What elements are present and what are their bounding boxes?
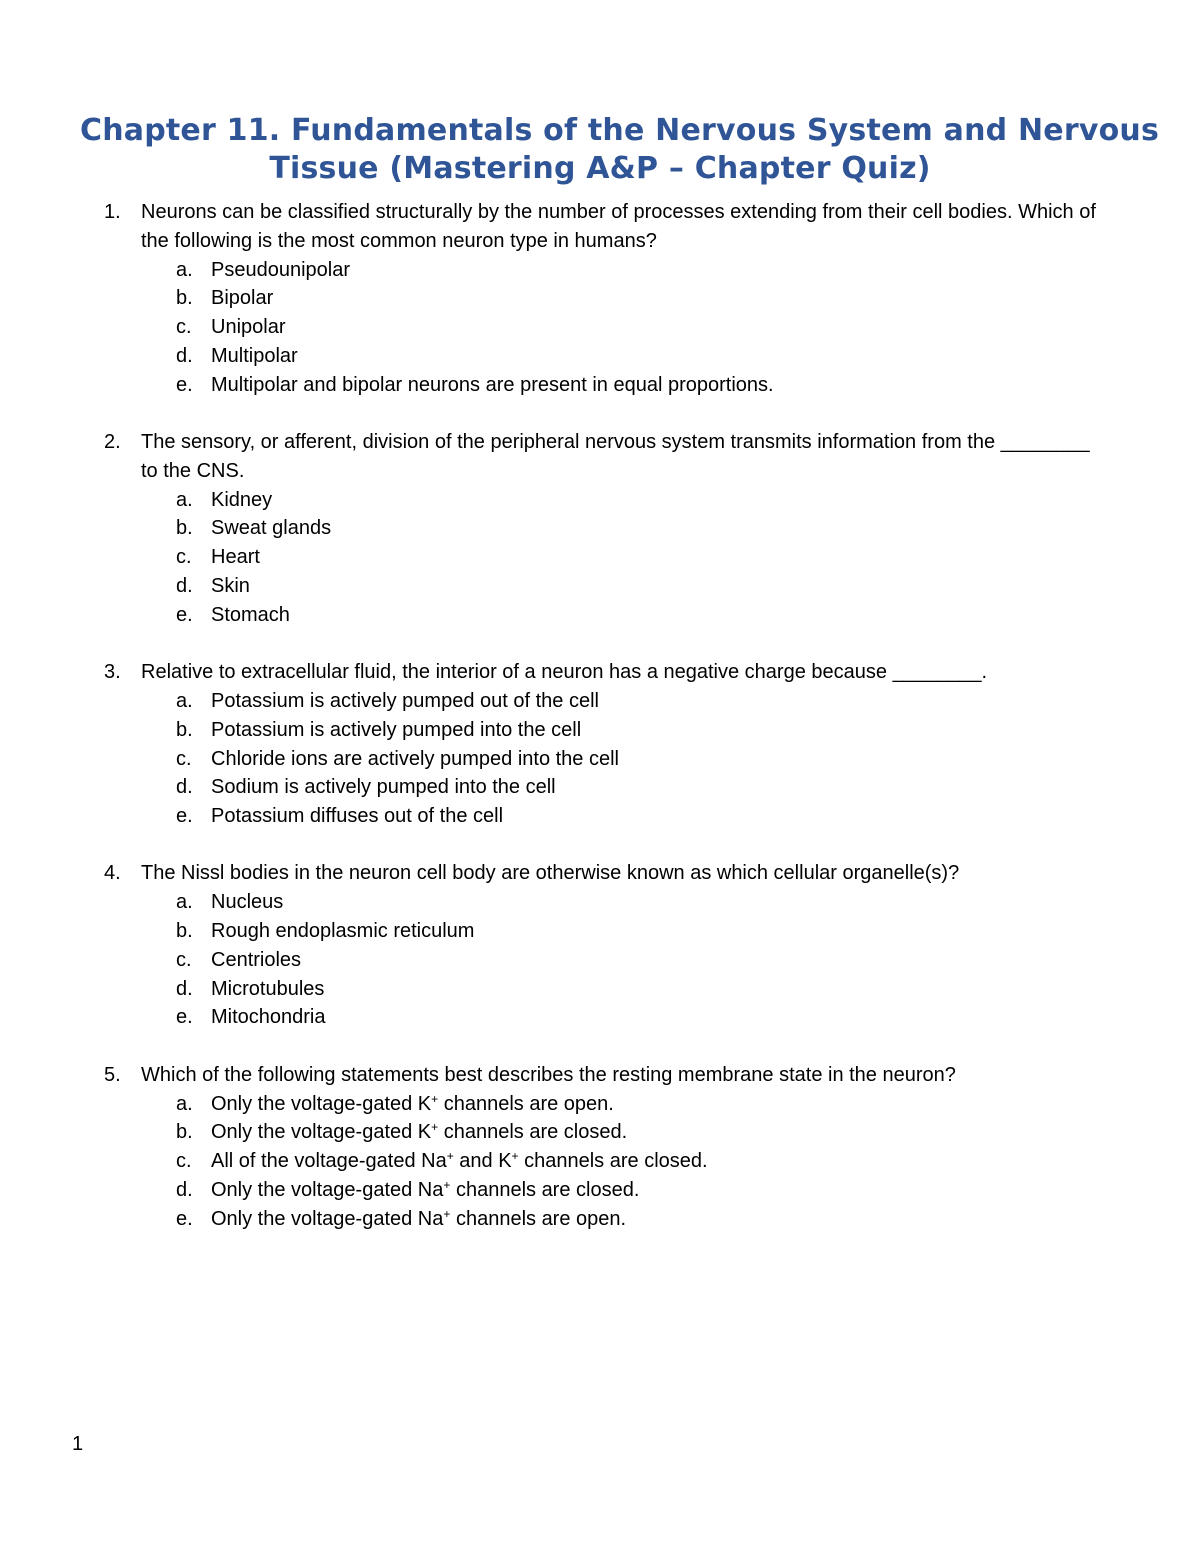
question-number: 5.	[104, 1063, 121, 1086]
answer-option	[141, 1176, 1104, 1205]
quiz-question	[104, 658, 1104, 831]
answer-option	[141, 917, 1104, 946]
text-run: Microtubules	[211, 977, 325, 1000]
option-text	[211, 1150, 708, 1172]
page-number: 1	[72, 1433, 84, 1455]
answer-option	[141, 572, 1104, 601]
answer-option	[141, 371, 1104, 400]
answer-option	[141, 1205, 1104, 1234]
text-run: channels are open.	[438, 1092, 614, 1115]
text-run: Pseudounipolar	[211, 258, 350, 281]
question-stem	[141, 428, 1104, 486]
superscript-charge: +	[443, 1177, 451, 1192]
option-letter: b.	[176, 1121, 193, 1144]
question-stem	[141, 198, 1104, 256]
option-letter: a.	[176, 689, 193, 712]
answer-option-list	[141, 1090, 1104, 1234]
question-number: 1.	[104, 201, 121, 223]
option-letter: d.	[176, 344, 193, 367]
text-run: channels are closed.	[438, 1121, 628, 1144]
option-letter: d.	[176, 977, 193, 1000]
text-run: Only the voltage-gated Na	[211, 1207, 444, 1230]
answer-option	[141, 888, 1104, 917]
option-letter: e.	[176, 805, 193, 828]
superscript-charge: +	[443, 1206, 451, 1221]
answer-option-list	[141, 486, 1104, 630]
page-title	[80, 112, 1160, 188]
page-title-line-2: Tissue (Mastering A&P – Chapter Quiz)	[269, 151, 931, 187]
answer-option	[141, 313, 1104, 342]
option-text	[211, 776, 556, 798]
option-text	[211, 345, 298, 367]
option-text	[211, 517, 331, 539]
quiz-question-list	[104, 198, 1104, 1262]
option-letter: b.	[176, 718, 193, 741]
option-text	[211, 546, 260, 568]
text-run: All of the voltage-gated Na	[211, 1150, 447, 1173]
superscript-charge: +	[511, 1149, 519, 1164]
text-run: channels are closed.	[450, 1178, 640, 1201]
option-text	[211, 719, 581, 741]
option-text	[211, 604, 290, 626]
option-letter: b.	[176, 517, 193, 540]
text-run: Multipolar and bipolar neurons are present in equal proportions.	[211, 373, 774, 396]
answer-option	[141, 543, 1104, 572]
quiz-question	[104, 198, 1104, 400]
text-run: Only the voltage-gated Na	[211, 1178, 444, 1201]
answer-option	[141, 601, 1104, 630]
answer-option	[141, 687, 1104, 716]
text-run: Relative to extracellular fluid, the interior of a neuron has a negative charge because ________.	[141, 661, 988, 684]
option-text	[211, 805, 503, 827]
option-letter: a.	[176, 488, 193, 511]
option-letter: d.	[176, 776, 193, 799]
text-run: channels are open.	[450, 1207, 627, 1230]
page-title-line-1: Chapter 11. Fundamentals of the Nervous System and Nervous	[80, 113, 1160, 149]
question-number: 4.	[104, 862, 121, 885]
option-letter: e.	[176, 373, 193, 396]
option-letter: c.	[176, 316, 192, 339]
option-text	[211, 748, 619, 770]
question-number: 3.	[104, 661, 121, 684]
quiz-question	[104, 859, 1104, 1032]
text-run: Potassium is actively pumped into the cell	[211, 718, 582, 741]
superscript-charge: +	[446, 1149, 454, 1164]
option-text	[211, 1121, 627, 1143]
text-run: The Nissl bodies in the neuron cell body are otherwise known as which cellular organelle(s)?	[141, 862, 960, 885]
option-letter: c.	[176, 948, 192, 971]
option-text	[211, 891, 283, 913]
answer-option	[141, 975, 1104, 1004]
option-text	[211, 1093, 614, 1115]
text-run: Sodium is actively pumped into the cell	[211, 776, 556, 799]
option-letter: d.	[176, 575, 193, 598]
text-run: Sweat glands	[211, 517, 332, 540]
quiz-question	[104, 428, 1104, 630]
answer-option	[141, 1003, 1104, 1032]
option-letter: e.	[176, 1006, 193, 1029]
superscript-charge: +	[431, 1091, 439, 1106]
option-letter: a.	[176, 1092, 193, 1115]
option-text	[211, 374, 774, 396]
answer-option	[141, 946, 1104, 975]
text-run: Only the voltage-gated K	[211, 1092, 432, 1115]
text-run: Unipolar	[211, 316, 286, 339]
quiz-question	[104, 1061, 1104, 1234]
question-number: 2.	[104, 431, 121, 454]
answer-option	[141, 514, 1104, 543]
option-text	[211, 949, 301, 971]
text-run: Potassium diffuses out of the cell	[211, 805, 504, 828]
answer-option	[141, 716, 1104, 745]
text-run: Chloride ions are actively pumped into the cell	[211, 747, 619, 770]
option-text	[211, 259, 350, 281]
answer-option	[141, 256, 1104, 285]
option-text	[211, 575, 250, 597]
option-text	[211, 1208, 626, 1230]
option-letter: e.	[176, 603, 193, 626]
question-stem	[141, 859, 1104, 888]
option-text	[211, 978, 324, 1000]
text-run: channels are closed.	[518, 1150, 708, 1173]
option-text	[211, 1179, 639, 1201]
answer-option	[141, 1147, 1104, 1176]
answer-option	[141, 745, 1104, 774]
option-letter: c.	[176, 747, 192, 770]
answer-option-list	[141, 888, 1104, 1032]
option-text	[211, 690, 599, 712]
text-run: The sensory, or afferent, division of the peripheral nervous system transmits information from the ________ to the CNS.	[141, 431, 1090, 482]
option-text	[211, 489, 272, 511]
text-run: Centrioles	[211, 948, 302, 971]
option-text	[211, 920, 474, 942]
option-letter: e.	[176, 1207, 193, 1230]
text-run: Stomach	[211, 603, 290, 626]
text-run: Skin	[211, 575, 250, 598]
text-run: Nucleus	[211, 891, 284, 914]
text-run: Neurons can be classified structurally by the number of processes extending from their cell bodies. Which of the following is the most common neuron type in humans?	[141, 201, 1096, 252]
superscript-charge: +	[431, 1120, 439, 1135]
option-text	[211, 316, 285, 338]
answer-option	[141, 486, 1104, 515]
answer-option	[141, 342, 1104, 371]
text-run: Multipolar	[211, 344, 298, 367]
text-run: Bipolar	[211, 287, 274, 310]
option-text	[211, 1006, 326, 1028]
text-run: Mitochondria	[211, 1006, 326, 1029]
answer-option	[141, 802, 1104, 831]
option-letter: b.	[176, 287, 193, 310]
text-run: Potassium is actively pumped out of the cell	[211, 689, 599, 712]
option-letter: c.	[176, 546, 192, 569]
text-run: Which of the following statements best describes the resting membrane state in the neuron?	[141, 1063, 956, 1086]
option-text	[211, 287, 273, 309]
text-run: Heart	[211, 546, 260, 569]
text-run: and K	[453, 1150, 512, 1173]
question-stem	[141, 1061, 1104, 1090]
text-run: Kidney	[211, 488, 273, 511]
text-run: Rough endoplasmic reticulum	[211, 920, 475, 943]
option-letter: d.	[176, 1178, 193, 1201]
answer-option-list	[141, 687, 1104, 831]
answer-option	[141, 284, 1104, 313]
option-letter: b.	[176, 920, 193, 943]
question-stem	[141, 658, 1104, 687]
answer-option	[141, 1118, 1104, 1147]
option-letter: a.	[176, 891, 193, 914]
option-letter: a.	[176, 258, 193, 281]
option-letter: c.	[176, 1150, 192, 1173]
answer-option	[141, 773, 1104, 802]
answer-option-list	[141, 256, 1104, 400]
answer-option	[141, 1090, 1104, 1119]
text-run: Only the voltage-gated K	[211, 1121, 432, 1144]
